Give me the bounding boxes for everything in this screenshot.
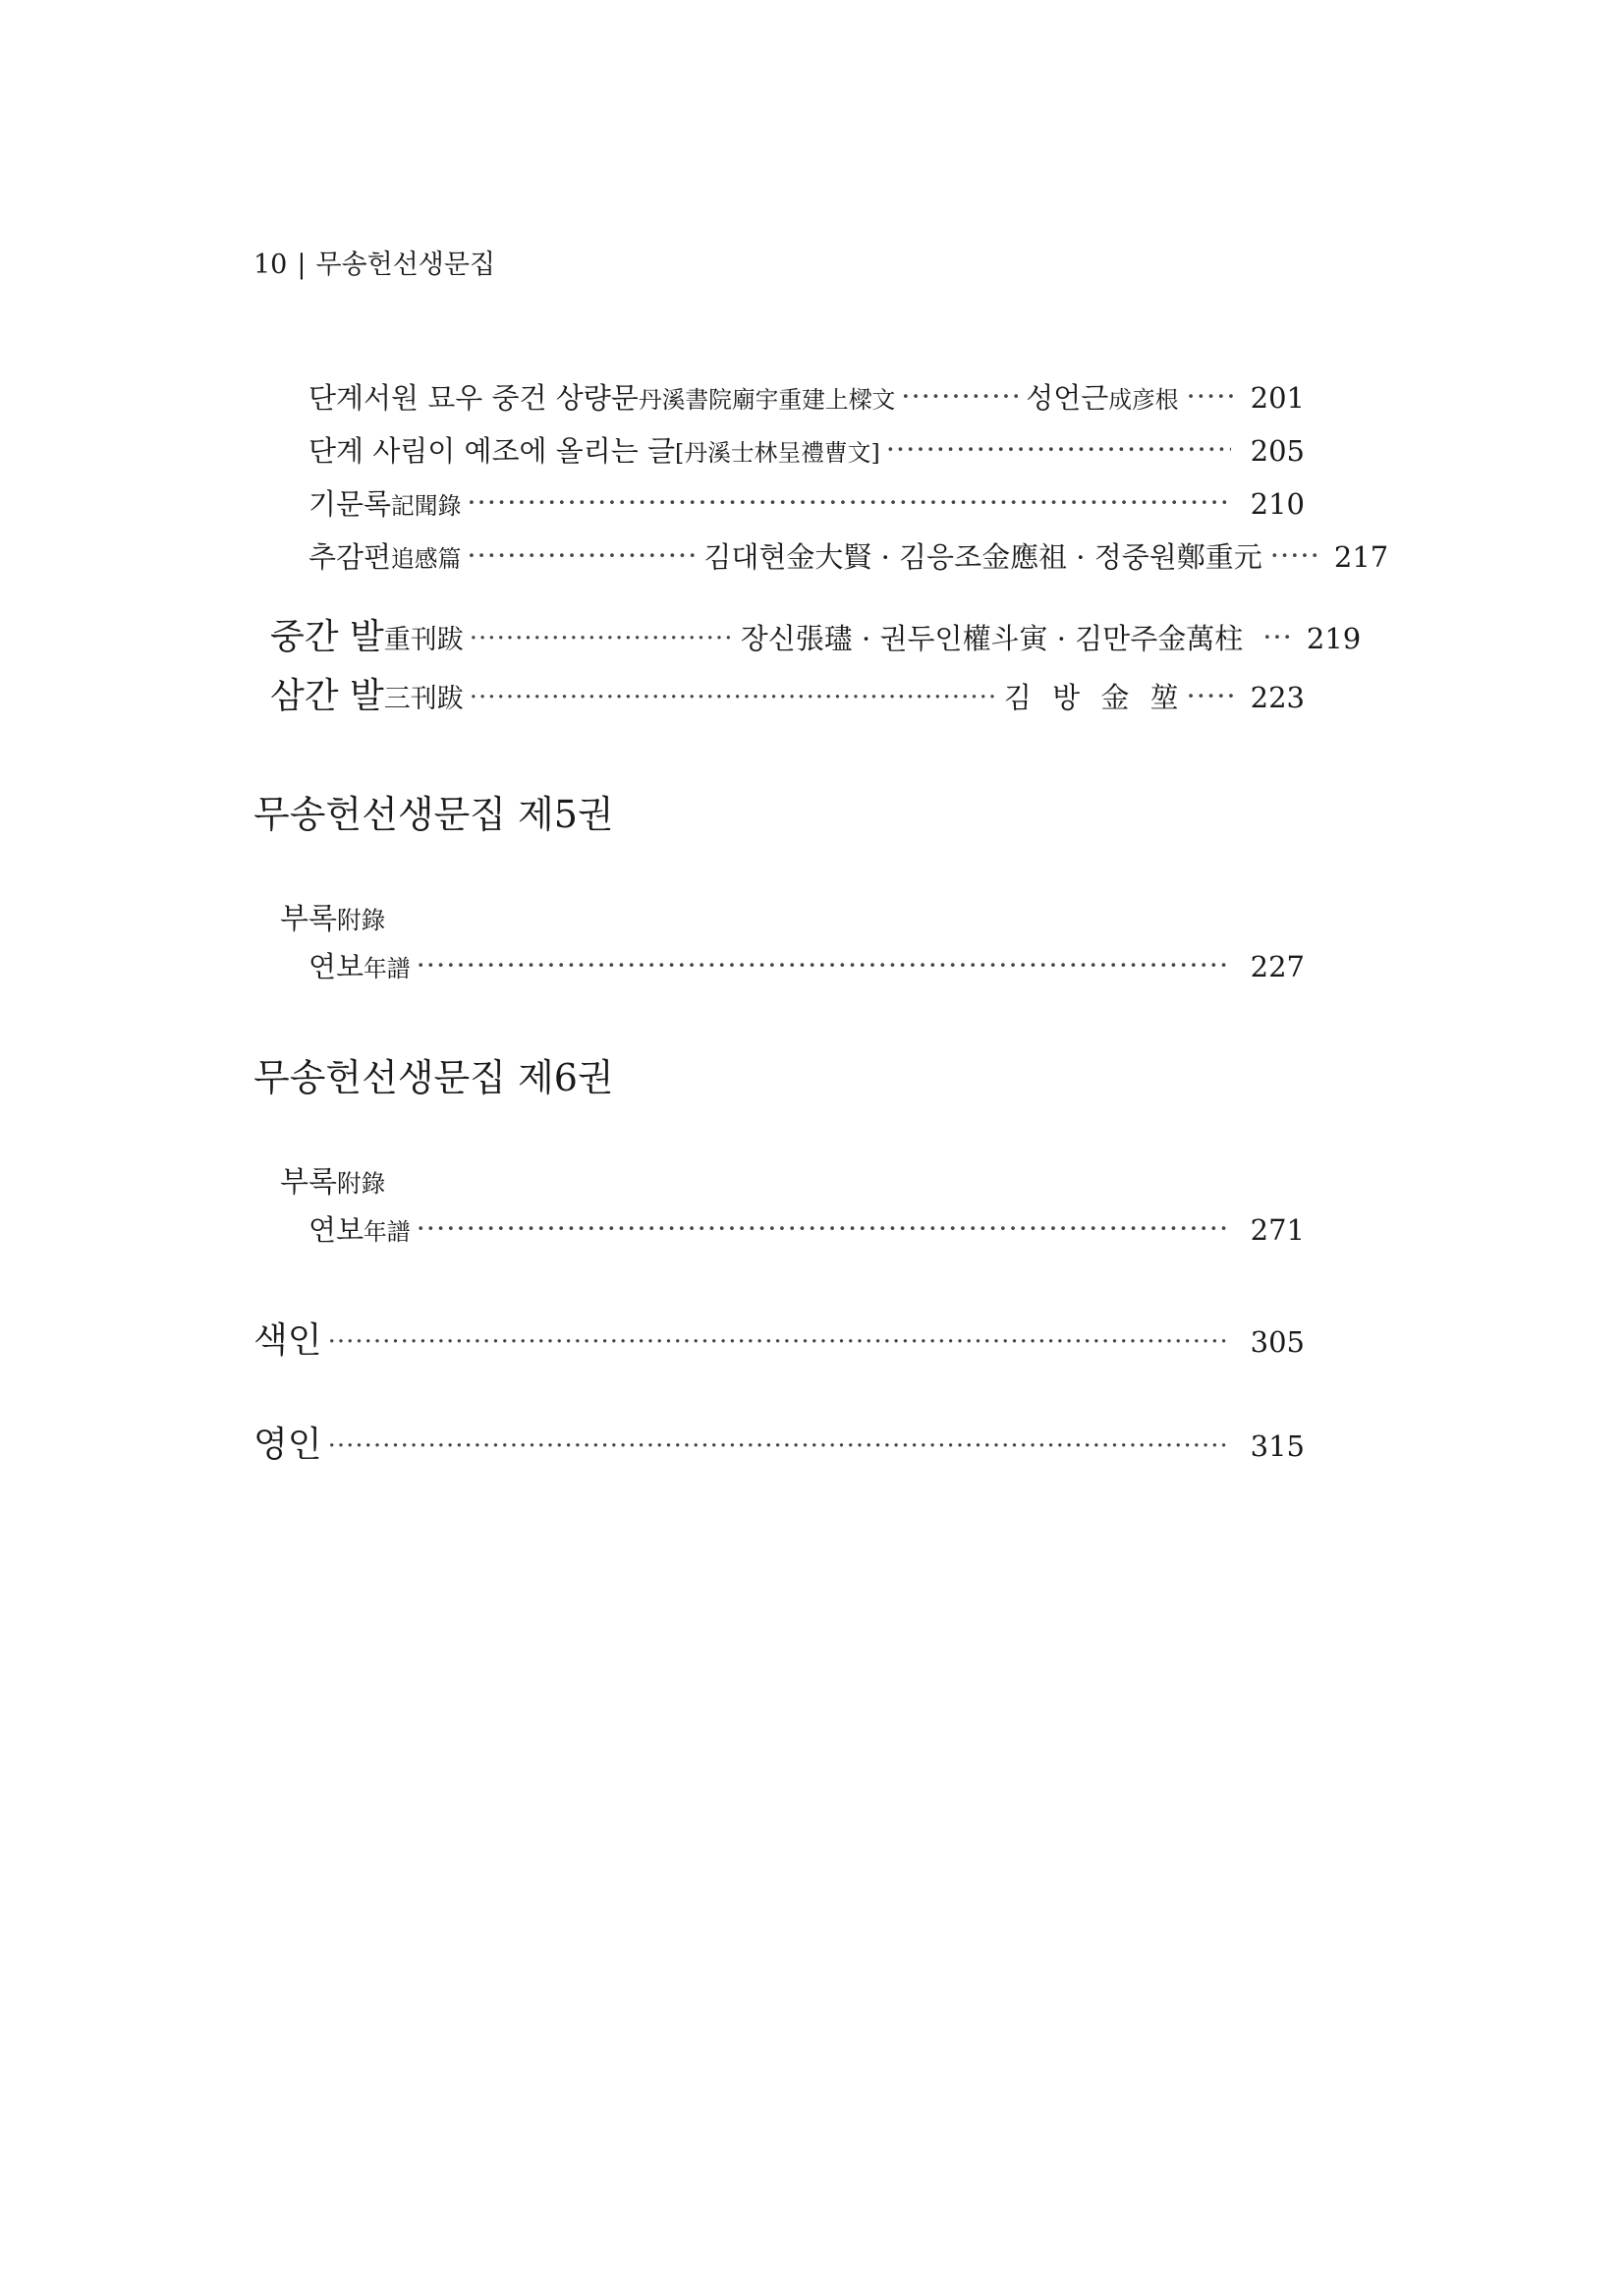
entry-title: 추감편追感篇 xyxy=(308,540,462,574)
entry-page: 205 xyxy=(1250,434,1305,468)
entry-page: 217 xyxy=(1333,540,1389,574)
dot-leader xyxy=(417,1211,1231,1245)
entry-page: 219 xyxy=(1306,622,1362,655)
dot-leader xyxy=(328,1431,1231,1461)
book-title: 무송헌선생문집 xyxy=(315,250,496,280)
entry-page: 227 xyxy=(1250,950,1305,983)
entry-title: 중간 발重刊跋 xyxy=(270,617,464,657)
entry-page: 210 xyxy=(1250,487,1305,521)
toc-entry: 삼간 발三刊跋 ····· 김 방 金 堃 ····· 223 xyxy=(0,668,1305,718)
toc-entry xyxy=(0,1313,1305,1363)
entry-author: 김대현金大賢 · 김응조金應祖 · 정중원鄭重元 xyxy=(703,540,1262,574)
dot-leader xyxy=(886,432,1231,466)
index-page: 305 xyxy=(1250,1325,1305,1359)
entry-page: 201 xyxy=(1250,381,1305,415)
toc-entry: 단계서원 묘우 중건 상량문丹溪書院廟宇重建上樑文 ····· 성언근成彦根 ····· 201 xyxy=(0,376,1305,417)
entry-page: 223 xyxy=(1250,681,1305,714)
facsimile-title: 영인 xyxy=(253,1425,322,1465)
dot-leader xyxy=(901,379,1020,413)
toc-entry xyxy=(0,945,1305,985)
toc-entry: 추감편追感篇 ····· 김대현金大賢 · 김응조金應祖 · 정중원鄭重元 ····· 217 xyxy=(0,535,1305,576)
entry-author: 성언근成彦根 xyxy=(1026,381,1179,415)
toc-entry: 중간 발重刊跋 ····· 장신張璶 · 권두인權斗寅 · 김만주金萬柱 ··· 219 xyxy=(0,609,1305,659)
dot-leader xyxy=(467,538,698,572)
toc-entry xyxy=(0,1417,1305,1467)
appendix-label: 부록附錄 xyxy=(280,1165,386,1200)
toc-entry xyxy=(0,429,1305,470)
running-head-separator: | xyxy=(297,250,307,280)
toc-entry xyxy=(0,1208,1305,1249)
entry-page: 271 xyxy=(1250,1213,1305,1247)
index-title: 색인 xyxy=(253,1320,322,1361)
entry-author: 장신張璶 · 권두인權斗寅 · 김만주金萬柱 xyxy=(740,622,1244,655)
facsimile-page: 315 xyxy=(1250,1429,1305,1463)
running-head xyxy=(253,246,495,285)
dot-leader xyxy=(467,485,1230,519)
toc-entry xyxy=(0,482,1305,523)
entry-title: 단계서원 묘우 중건 상량문丹溪書院廟宇重建上樑文 xyxy=(308,381,896,415)
dot-leader xyxy=(417,948,1231,981)
dot-leader xyxy=(470,624,735,653)
dot-leader xyxy=(470,683,998,712)
entry-title: 연보年譜 xyxy=(308,1213,411,1247)
entry-title: 단계 사림이 예조에 올리는 글[丹溪士林呈禮曹文] xyxy=(308,434,880,468)
page-number: 10 xyxy=(253,250,288,280)
entry-author: 김 방 金 堃 xyxy=(1003,681,1179,714)
entry-title: 연보年譜 xyxy=(308,950,411,983)
volume-heading: 무송헌선생문집 제5권 xyxy=(253,793,614,836)
entry-title: 기문록記聞錄 xyxy=(308,487,462,521)
volume-heading: 무송헌선생문집 제6권 xyxy=(253,1056,614,1099)
entry-title: 삼간 발三刊跋 xyxy=(270,676,464,716)
dot-leader xyxy=(328,1327,1231,1357)
appendix-label: 부록附錄 xyxy=(280,902,386,936)
